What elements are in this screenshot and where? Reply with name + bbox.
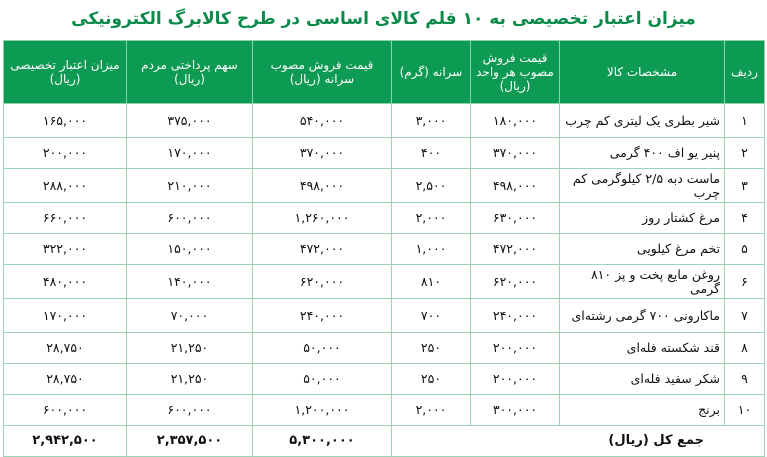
price-per-capita: ۲۴۰,۰۰۰ bbox=[253, 299, 392, 333]
unit-price: ۳۰۰,۰۰۰ bbox=[471, 395, 560, 426]
people-share: ۷۰,۰۰۰ bbox=[127, 299, 253, 333]
price-per-capita: ۶۲۰,۰۰۰ bbox=[253, 265, 392, 299]
table-row bbox=[4, 395, 765, 426]
total-price-per-capita: ۵,۳۰۰,۰۰۰ bbox=[253, 426, 392, 457]
per-capita: ۲,۰۰۰ bbox=[392, 203, 471, 234]
credit: ۲۸,۷۵۰ bbox=[4, 333, 127, 364]
item-description: ماکارونی ۷۰۰ گرمی رشته‌ای bbox=[560, 299, 725, 333]
column-header-unit-price: قیمت فروش مصوب هر واحد (ریال) bbox=[471, 41, 560, 104]
per-capita: ۲,۰۰۰ bbox=[392, 395, 471, 426]
table-row bbox=[4, 104, 765, 138]
table-row bbox=[4, 333, 765, 364]
per-capita: ۷۰۰ bbox=[392, 299, 471, 333]
total-row bbox=[4, 426, 765, 457]
row-number: ۱۰ bbox=[725, 395, 765, 426]
row-number: ۸ bbox=[725, 333, 765, 364]
total-people-share: ۲,۳۵۷,۵۰۰ bbox=[127, 426, 253, 457]
table-row bbox=[4, 138, 765, 169]
document-title: میزان اعتبار تخصیصی به ۱۰ قلم کالای اساسی در طرح کالابرگ الکترونیکی bbox=[71, 9, 696, 29]
table-row bbox=[4, 203, 765, 234]
item-description: روغن مایع پخت و پز ۸۱۰ گرمی bbox=[560, 265, 725, 299]
item-description: قند شکسته فله‌ای bbox=[560, 333, 725, 364]
unit-price: ۱۸۰,۰۰۰ bbox=[471, 104, 560, 138]
people-share: ۱۷۰,۰۰۰ bbox=[127, 138, 253, 169]
unit-price: ۲۰۰,۰۰۰ bbox=[471, 364, 560, 395]
item-description: برنج bbox=[560, 395, 725, 426]
price-per-capita: ۱,۲۰۰,۰۰۰ bbox=[253, 395, 392, 426]
total-label: جمع کل (ریال) bbox=[392, 426, 765, 457]
item-description: مرغ کشتار روز bbox=[560, 203, 725, 234]
row-number: ۲ bbox=[725, 138, 765, 169]
unit-price: ۴۷۲,۰۰۰ bbox=[471, 234, 560, 265]
credit: ۶۶۰,۰۰۰ bbox=[4, 203, 127, 234]
people-share: ۲۱,۲۵۰ bbox=[127, 333, 253, 364]
column-header-row-number: ردیف bbox=[725, 41, 765, 104]
row-number: ۴ bbox=[725, 203, 765, 234]
price-per-capita: ۴۹۸,۰۰۰ bbox=[253, 169, 392, 203]
price-per-capita: ۵۰,۰۰۰ bbox=[253, 333, 392, 364]
row-number: ۷ bbox=[725, 299, 765, 333]
item-description: پنیر یو اف ۴۰۰ گرمی bbox=[560, 138, 725, 169]
credit: ۱۷۰,۰۰۰ bbox=[4, 299, 127, 333]
total-credit: ۲,۹۴۲,۵۰۰ bbox=[4, 426, 127, 457]
unit-price: ۶۲۰,۰۰۰ bbox=[471, 265, 560, 299]
row-number: ۹ bbox=[725, 364, 765, 395]
allocation-table bbox=[3, 40, 765, 457]
row-number: ۶ bbox=[725, 265, 765, 299]
people-share: ۳۷۵,۰۰۰ bbox=[127, 104, 253, 138]
unit-price: ۳۷۰,۰۰۰ bbox=[471, 138, 560, 169]
people-share: ۲۱۰,۰۰۰ bbox=[127, 169, 253, 203]
people-share: ۶۰۰,۰۰۰ bbox=[127, 203, 253, 234]
credit: ۴۸۰,۰۰۰ bbox=[4, 265, 127, 299]
per-capita: ۱,۰۰۰ bbox=[392, 234, 471, 265]
column-header-credit: میزان اعتبار تخصیصی (ریال) bbox=[4, 41, 127, 104]
credit: ۲۸,۷۵۰ bbox=[4, 364, 127, 395]
price-per-capita: ۱,۲۶۰,۰۰۰ bbox=[253, 203, 392, 234]
per-capita: ۲,۵۰۰ bbox=[392, 169, 471, 203]
credit: ۳۲۲,۰۰۰ bbox=[4, 234, 127, 265]
per-capita: ۳,۰۰۰ bbox=[392, 104, 471, 138]
price-per-capita: ۴۷۲,۰۰۰ bbox=[253, 234, 392, 265]
row-number: ۱ bbox=[725, 104, 765, 138]
people-share: ۱۵۰,۰۰۰ bbox=[127, 234, 253, 265]
people-share: ۶۰۰,۰۰۰ bbox=[127, 395, 253, 426]
credit: ۶۰۰,۰۰۰ bbox=[4, 395, 127, 426]
price-per-capita: ۵۰,۰۰۰ bbox=[253, 364, 392, 395]
price-per-capita: ۵۴۰,۰۰۰ bbox=[253, 104, 392, 138]
per-capita: ۲۵۰ bbox=[392, 364, 471, 395]
people-share: ۱۴۰,۰۰۰ bbox=[127, 265, 253, 299]
column-header-price-per-capita: قیمت فروش مصوب سرانه (ریال) bbox=[253, 41, 392, 104]
table-row bbox=[4, 265, 765, 299]
unit-price: ۲۰۰,۰۰۰ bbox=[471, 333, 560, 364]
per-capita: ۸۱۰ bbox=[392, 265, 471, 299]
row-number: ۵ bbox=[725, 234, 765, 265]
row-number: ۳ bbox=[725, 169, 765, 203]
column-header-per-capita: سرانه (گرم) bbox=[392, 41, 471, 104]
table-row bbox=[4, 364, 765, 395]
unit-price: ۲۴۰,۰۰۰ bbox=[471, 299, 560, 333]
credit: ۲۸۸,۰۰۰ bbox=[4, 169, 127, 203]
item-description: شیر بطری یک لیتری کم چرب bbox=[560, 104, 725, 138]
table-row bbox=[4, 169, 765, 203]
item-description: ماست دبه ۲/۵ کیلوگرمی کم چرب bbox=[560, 169, 725, 203]
unit-price: ۴۹۸,۰۰۰ bbox=[471, 169, 560, 203]
item-description: تخم مرغ کیلویی bbox=[560, 234, 725, 265]
unit-price: ۶۳۰,۰۰۰ bbox=[471, 203, 560, 234]
column-header-people-share: سهم پرداختی مردم (ریال) bbox=[127, 41, 253, 104]
column-header-item: مشخصات کالا bbox=[560, 41, 725, 104]
table-row bbox=[4, 234, 765, 265]
item-description: شکر سفید فله‌ای bbox=[560, 364, 725, 395]
credit: ۲۰۰,۰۰۰ bbox=[4, 138, 127, 169]
price-per-capita: ۳۷۰,۰۰۰ bbox=[253, 138, 392, 169]
per-capita: ۴۰۰ bbox=[392, 138, 471, 169]
per-capita: ۲۵۰ bbox=[392, 333, 471, 364]
table-row bbox=[4, 299, 765, 333]
people-share: ۲۱,۲۵۰ bbox=[127, 364, 253, 395]
header-row bbox=[4, 41, 765, 104]
credit: ۱۶۵,۰۰۰ bbox=[4, 104, 127, 138]
